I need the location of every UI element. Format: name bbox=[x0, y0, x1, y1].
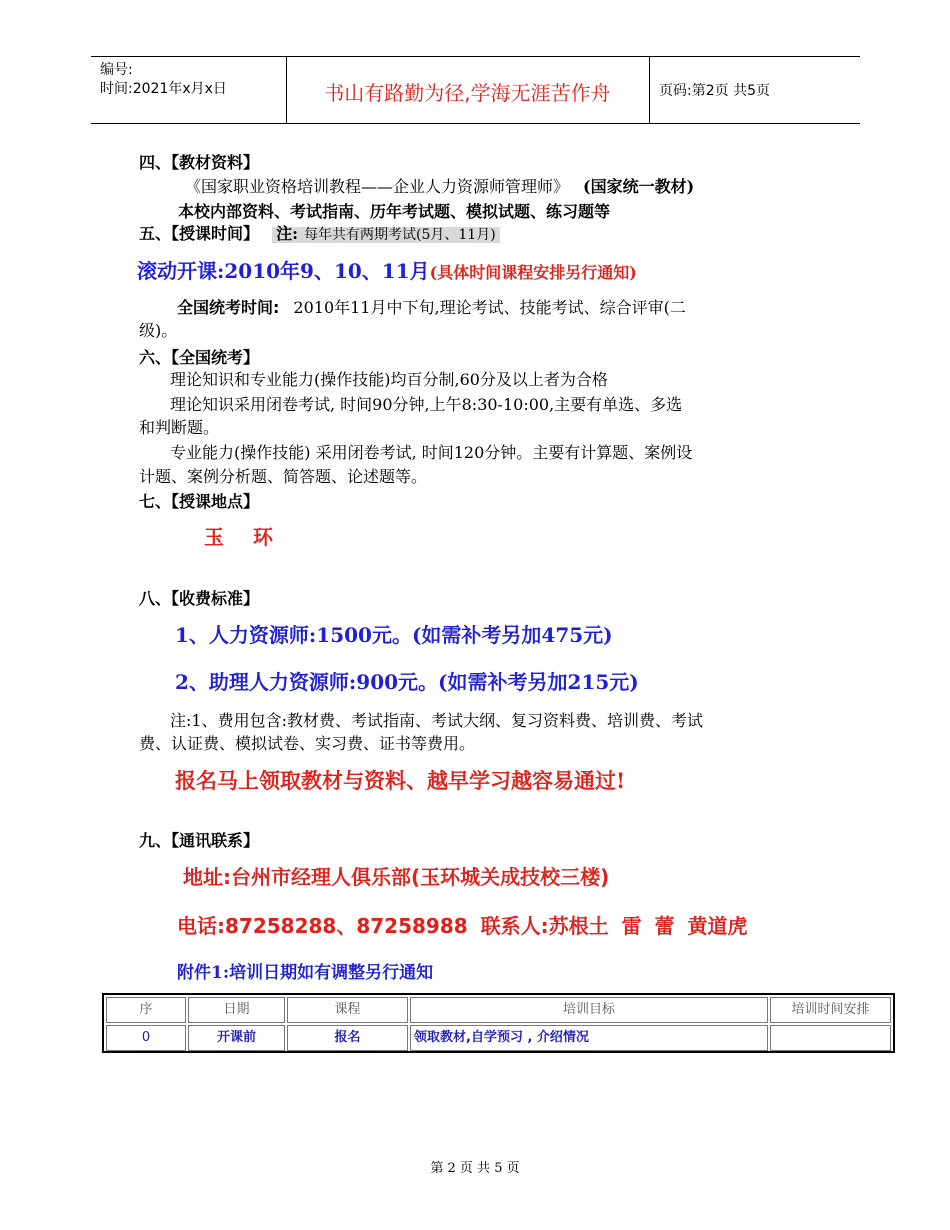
rolling-text: 滚动开课:2010年9、10、11月 bbox=[137, 259, 430, 283]
table-cell bbox=[770, 1025, 891, 1051]
section-4-title: 四、【教材资料】 bbox=[139, 153, 260, 172]
section-6-title: 六、【全国统考】 bbox=[139, 348, 260, 367]
attachment-note: 附件1:培训日期如有调整另行通知 bbox=[177, 963, 434, 983]
table-cell: 报名 bbox=[287, 1025, 408, 1051]
exam-time-line1 bbox=[177, 295, 686, 318]
fee-hr-specialist: 1、人力资源师:1500元。(如需补考另加475元) bbox=[175, 623, 613, 647]
section-6-p3b: 计题、案例分析题、简答题、论述题等。 bbox=[139, 467, 428, 486]
table-header-cell: 课程 bbox=[287, 997, 408, 1023]
section-8-title: 八、【收费标准】 bbox=[139, 589, 260, 608]
rolling-schedule bbox=[137, 255, 637, 284]
section-6-p2b: 和判断题。 bbox=[139, 418, 220, 437]
section-5-header bbox=[139, 221, 500, 244]
section-7-title: 七、【授课地点】 bbox=[139, 492, 260, 511]
section-6-p3a: 专业能力(操作技能) 采用闭卷考试, 时间120分钟。主要有计算题、案例设 bbox=[170, 443, 693, 462]
rolling-note: (具体时间课程安排另行通知) bbox=[429, 263, 637, 282]
table-cell: 0 bbox=[106, 1025, 186, 1051]
textbook-title: 《国家职业资格培训教程——企业人力资源师管理师》 bbox=[185, 177, 570, 196]
fee-note-line1: 注:1、费用包含:教材费、考试指南、考试大纲、复习资料费、培训费、考试 bbox=[170, 711, 703, 730]
promo-text: 报名马上领取教材与资料、越早学习越容易通过! bbox=[175, 768, 626, 793]
section-5-note-box bbox=[272, 224, 500, 243]
section-9-title: 九、【通讯联系】 bbox=[139, 831, 260, 850]
contact-phone: 电话:87258288、87258988 联系人:苏根土 雷 蕾 黄道虎 bbox=[177, 914, 748, 938]
note-label: 注: bbox=[276, 224, 299, 243]
header-meta bbox=[100, 61, 227, 99]
table-row bbox=[104, 1025, 893, 1051]
table-header-row bbox=[104, 997, 893, 1023]
table-header-cell: 培训目标 bbox=[410, 997, 768, 1023]
header-divider bbox=[649, 57, 650, 123]
section-4-line2: 本校内部资料、考试指南、历年考试题、模拟试题、练习题等 bbox=[178, 202, 611, 221]
schedule-table bbox=[102, 993, 895, 1053]
training-location: 玉 环 bbox=[204, 525, 273, 549]
exam-time-text: 2010年11月中下旬,理论考试、技能考试、综合评审(二 bbox=[293, 298, 686, 317]
contact-address: 地址:台州市经理人俱乐部(玉环城关成技校三楼) bbox=[183, 865, 610, 889]
table-header-cell: 日期 bbox=[188, 997, 285, 1023]
section-6-p2a: 理论知识采用闭卷考试, 时间90分钟,上午8:30-10:00,主要有单选、多选 bbox=[170, 395, 683, 414]
textbook-note: (国家统一教材) bbox=[583, 177, 695, 196]
fee-note-line2: 费、认证费、模拟试卷、实习费、证书等费用。 bbox=[139, 734, 476, 753]
table-cell: 开课前 bbox=[188, 1025, 285, 1051]
header-page-info: 页码:第2页 共5页 bbox=[659, 83, 770, 99]
exam-time-line2: 级)。 bbox=[139, 321, 178, 340]
table-cell: 领取教材,自学预习 , 介绍情况 bbox=[410, 1025, 768, 1051]
exam-time-label: 全国统考时间: bbox=[177, 298, 280, 317]
table-header-cell: 培训时间安排 bbox=[770, 997, 891, 1023]
section-4-line1 bbox=[185, 174, 694, 197]
table-header-cell: 序 bbox=[106, 997, 186, 1023]
page-header bbox=[91, 56, 860, 124]
header-number: 编号: bbox=[100, 62, 133, 78]
page-footer: 第 2 页 共 5 页 bbox=[430, 1161, 520, 1176]
header-time: 时间:2021年x月x日 bbox=[100, 81, 227, 97]
header-motto: 书山有路勤为径,学海无涯苦作舟 bbox=[324, 81, 611, 105]
fee-assistant-hr: 2、助理人力资源师:900元。(如需补考另加215元) bbox=[175, 670, 639, 694]
note-text: 每年共有两期考试(5月、11月) bbox=[304, 227, 496, 243]
section-5-title: 五、【授课时间】 bbox=[139, 224, 260, 243]
section-6-p1: 理论知识和专业能力(操作技能)均百分制,60分及以上者为合格 bbox=[170, 370, 608, 389]
